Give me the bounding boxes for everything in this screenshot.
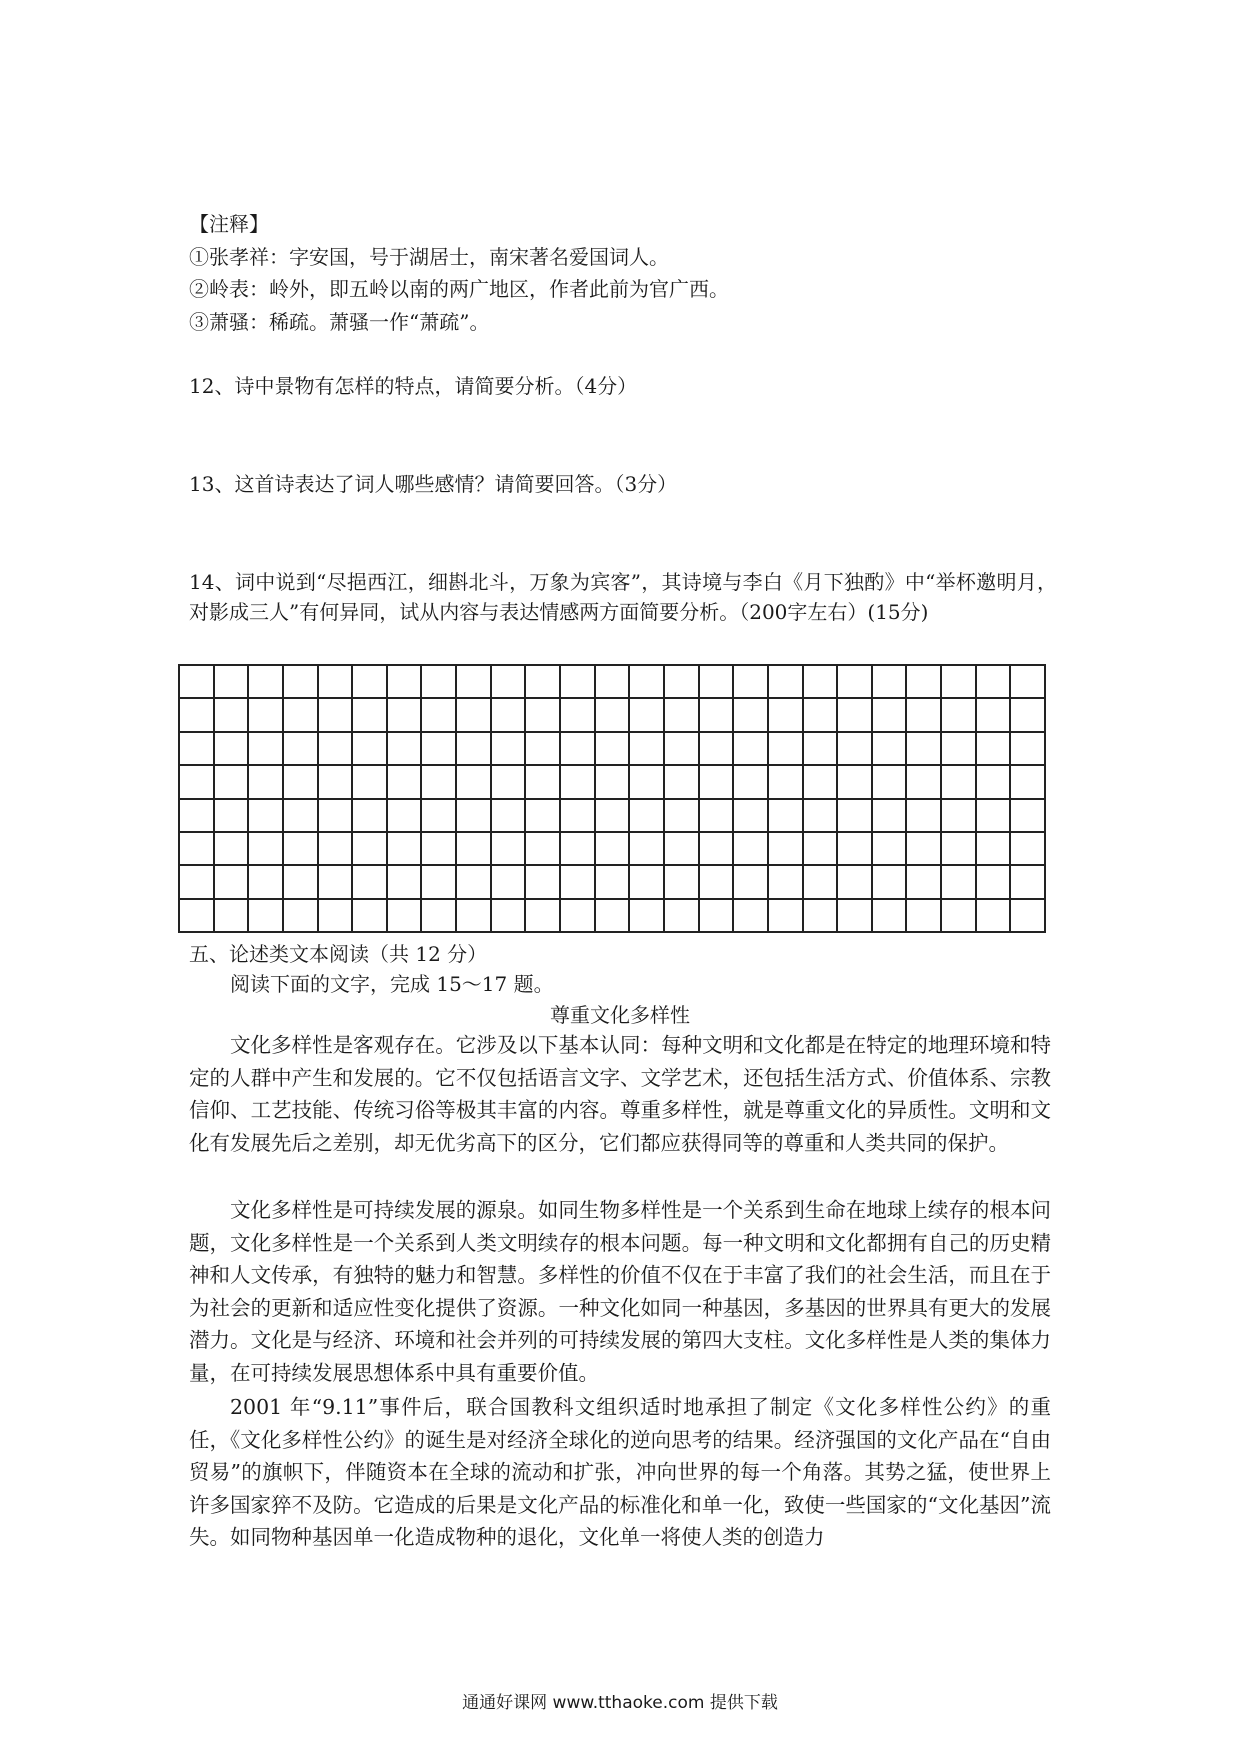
answer-grid-cell[interactable] [700,699,735,732]
section5-heading: 五、论述类文本阅读（共 12 分） [189,942,488,966]
answer-grid-cell[interactable] [596,733,631,766]
answer-grid-cell[interactable] [942,800,977,833]
answer-grid-cell[interactable] [215,800,250,833]
answer-grid-cell[interactable] [700,766,735,799]
answer-grid-cell[interactable] [561,833,596,866]
answer-grid-cell[interactable] [319,800,354,833]
answer-grid-cell[interactable] [526,666,561,699]
notes-heading: 【注释】 [189,212,269,236]
answer-grid-cell[interactable] [1011,766,1046,799]
answer-grid-cell[interactable] [457,866,492,899]
answer-grid-cell[interactable] [873,766,908,799]
answer-grid-cell[interactable] [873,900,908,933]
answer-grid-cell[interactable] [561,800,596,833]
answer-grid-cell[interactable] [353,733,388,766]
answer-grid-cell[interactable] [700,866,735,899]
answer-grid-cell[interactable] [422,866,457,899]
answer-grid-cell[interactable] [734,733,769,766]
answer-grid-cell[interactable] [907,699,942,732]
answer-grid-cell[interactable] [422,699,457,732]
answer-grid-cell[interactable] [769,733,804,766]
answer-grid-cell[interactable] [769,800,804,833]
answer-grid-cell[interactable] [907,833,942,866]
answer-grid-cell[interactable] [700,800,735,833]
answer-grid-cell[interactable] [700,733,735,766]
answer-grid-cell[interactable] [561,900,596,933]
answer-grid-cell[interactable] [942,699,977,732]
answer-grid-cell[interactable] [561,733,596,766]
answer-grid-cell[interactable] [804,800,839,833]
answer-grid-cell[interactable] [838,900,873,933]
answer-grid-cell[interactable] [388,666,423,699]
answer-grid-cell[interactable] [665,699,700,732]
note-item-1: ①张孝祥：字安国，号于湖居士，南宋著名爱国词人。 [189,245,669,269]
answer-grid-cell[interactable] [804,766,839,799]
answer-grid-cell[interactable] [249,800,284,833]
question-13: 13、这首诗表达了词人哪些感情？请简要回答。（3分） [189,472,678,496]
footer-source: 通通好课网 www.tthaoke.com 提供下载 [462,1693,778,1713]
answer-grid-cell[interactable] [769,666,804,699]
answer-grid-cell[interactable] [596,666,631,699]
answer-grid-cell[interactable] [769,699,804,732]
note-item-3: ③萧骚：稀疏。萧骚一作“萧疏”。 [189,310,490,334]
answer-grid-cell[interactable] [388,900,423,933]
answer-grid-cell[interactable] [596,699,631,732]
answer-grid-cell[interactable] [665,833,700,866]
article-paragraph-1: 文化多样性是客观存在。它涉及以下基本认同：每种文明和文化都是在特定的地理环境和特定的人群中产生和发展的。它不仅包括语言文字、文学艺术，还包括生活方式、价值体系、宗教信仰、工艺技能、传统习俗等极其丰富的内容。尊重多样性，就是尊重文化的异质性。文明和文化有发展先后之差别，却无优劣高下的区分，它们都应获得同等的尊重和人类共同的保护。 [189,1033,1051,1155]
answer-grid-cell[interactable] [180,800,215,833]
answer-grid-cell[interactable] [526,866,561,899]
answer-grid-cell[interactable] [319,766,354,799]
answer-grid-cell[interactable] [734,833,769,866]
answer-grid-cell[interactable] [630,800,665,833]
answer-grid-cell[interactable] [734,900,769,933]
answer-grid-cell[interactable] [388,766,423,799]
answer-grid-cell[interactable] [630,666,665,699]
answer-grid-cell[interactable] [1011,733,1046,766]
answer-grid-cell[interactable] [422,733,457,766]
answer-grid-cell[interactable] [457,766,492,799]
answer-grid-cell[interactable] [977,900,1012,933]
answer-grid-cell[interactable] [734,800,769,833]
answer-grid-cell[interactable] [526,800,561,833]
answer-grid-cell[interactable] [596,900,631,933]
answer-grid-cell[interactable] [596,800,631,833]
article-title: 尊重文化多样性 [550,1003,690,1027]
answer-grid-cell[interactable] [249,699,284,732]
answer-grid-cell[interactable] [665,766,700,799]
answer-grid-cell[interactable] [492,666,527,699]
answer-grid-cell[interactable] [561,766,596,799]
answer-grid-cell[interactable] [284,733,319,766]
answer-grid-cell[interactable] [319,900,354,933]
answer-grid-cell[interactable] [630,766,665,799]
answer-grid-cell[interactable] [942,900,977,933]
answer-grid-cell[interactable] [1011,800,1046,833]
answer-grid-cell[interactable] [838,866,873,899]
answer-grid-cell[interactable] [804,900,839,933]
answer-grid-cell[interactable] [804,733,839,766]
answer-grid-cell[interactable] [457,800,492,833]
answer-grid-cell[interactable] [977,666,1012,699]
answer-grid-cell[interactable] [526,733,561,766]
answer-grid-cell[interactable] [284,866,319,899]
answer-grid-cell[interactable] [734,666,769,699]
answer-grid-cell[interactable] [838,666,873,699]
answer-grid-cell[interactable] [630,833,665,866]
answer-grid-cell[interactable] [492,900,527,933]
answer-grid-cell[interactable] [977,766,1012,799]
answer-grid-cell[interactable] [319,666,354,699]
answer-grid-cell[interactable] [422,800,457,833]
answer-grid-cell[interactable] [388,699,423,732]
answer-grid-cell[interactable] [180,666,215,699]
answer-grid-cell[interactable] [1011,866,1046,899]
answer-grid-cell[interactable] [492,800,527,833]
answer-grid-cell[interactable] [492,833,527,866]
answer-grid-cell[interactable] [630,733,665,766]
answer-grid-cell[interactable] [353,699,388,732]
answer-grid-cell[interactable] [284,699,319,732]
answer-grid-cell[interactable] [1011,833,1046,866]
answer-grid-cell[interactable] [180,833,215,866]
answer-grid-cell[interactable] [526,900,561,933]
answer-grid-cell[interactable] [596,866,631,899]
answer-grid-cell[interactable] [804,866,839,899]
answer-grid-cell[interactable] [942,766,977,799]
answer-grid-cell[interactable] [492,866,527,899]
answer-grid-cell[interactable] [284,800,319,833]
answer-grid-cell[interactable] [492,699,527,732]
answer-grid-cell[interactable] [942,733,977,766]
answer-grid-cell[interactable] [769,833,804,866]
answer-grid-cell[interactable] [319,733,354,766]
answer-grid-cell[interactable] [873,800,908,833]
answer-grid-cell[interactable] [873,866,908,899]
answer-grid-cell[interactable] [422,666,457,699]
answer-grid-cell[interactable] [665,800,700,833]
answer-grid[interactable] [178,664,1046,933]
answer-grid-cell[interactable] [873,666,908,699]
answer-grid-cell[interactable] [838,766,873,799]
answer-grid-cell[interactable] [977,800,1012,833]
answer-grid-cell[interactable] [873,733,908,766]
answer-grid-cell[interactable] [977,866,1012,899]
answer-grid-cell[interactable] [838,699,873,732]
answer-grid-cell[interactable] [249,866,284,899]
answer-grid-cell[interactable] [353,766,388,799]
answer-grid-cell[interactable] [596,833,631,866]
article-paragraph-2: 文化多样性是可持续发展的源泉。如同生物多样性是一个关系到生命在地球上续存的根本问题，文化多样性是一个关系到人类文明续存的根本问题。每一种文明和文化都拥有自己的历史精神和人文传承，有独特的魅力和智慧。多样性的价值不仅在于丰富了我们的社会生活，而且在于为社会的更新和适应性变化提供了资源。一种文化如同一种基因，多基因的世界具有更大的发展潜力。文化是与经济、环境和社会并列的可持续发展的第四大支柱。文化多样性是人类的集体力量，在可持续发展思想体系中具有重要价值。 [189,1198,1051,1385]
answer-grid-cell[interactable] [907,733,942,766]
question-14: 14、词中说到“尽挹西江，细斟北斗，万象为宾客”，其诗境与李白《月下独酌》中“举杯邀明月，对影成三人”有何异同，试从内容与表达情感两方面简要分析。（200字左右）(15分) [189,570,1057,624]
answer-grid-cell[interactable] [804,833,839,866]
article-paragraph-3: 2001 年“9.11”事件后，联合国教科文组织适时地承担了制定《文化多样性公约》的重任，《文化多样性公约》的诞生是对经济全球化的逆向思考的结果。经济强国的文化产品在“自由贸易”的旗帜下，伴随资本在全球的流动和扩张，冲向世界的每一个角落。其势之猛，使世界上许多国家猝不及防。它造成的后果是文化产品的标准化和单一化，致使一些国家的“文化基因”流失。如同物种基因单一化造成物种的退化，文化单一将使人类的创造力 [189,1395,1051,1550]
answer-grid-cell[interactable] [873,699,908,732]
answer-grid-cell[interactable] [700,900,735,933]
answer-grid-cell[interactable] [526,833,561,866]
answer-grid-cell[interactable] [734,699,769,732]
answer-grid-cell[interactable] [526,699,561,732]
answer-grid-cell[interactable] [180,900,215,933]
answer-grid-cell[interactable] [388,833,423,866]
answer-grid-cell[interactable] [734,866,769,899]
answer-grid-cell[interactable] [700,666,735,699]
answer-grid-cell[interactable] [526,766,561,799]
answer-grid-cell[interactable] [284,666,319,699]
answer-grid-cell[interactable] [665,666,700,699]
answer-grid-cell[interactable] [561,866,596,899]
answer-grid-cell[interactable] [1011,666,1046,699]
answer-grid-cell[interactable] [492,766,527,799]
answer-grid-cell[interactable] [249,900,284,933]
answer-grid-cell[interactable] [284,833,319,866]
answer-grid-cell[interactable] [665,733,700,766]
answer-grid-cell[interactable] [457,833,492,866]
answer-grid-cell[interactable] [180,733,215,766]
answer-grid-cell[interactable] [596,766,631,799]
answer-grid-cell[interactable] [907,900,942,933]
answer-grid-cell[interactable] [422,833,457,866]
answer-grid-cell[interactable] [215,699,250,732]
answer-grid-cell[interactable] [215,733,250,766]
answer-grid-cell[interactable] [769,766,804,799]
note-item-2: ②岭表：岭外，即五岭以南的两广地区，作者此前为官广西。 [189,277,729,301]
answer-grid-cell[interactable] [422,766,457,799]
answer-grid-cell[interactable] [665,900,700,933]
answer-grid-cell[interactable] [769,900,804,933]
answer-grid-cell[interactable] [700,833,735,866]
answer-grid-cell[interactable] [180,766,215,799]
answer-grid-cell[interactable] [215,900,250,933]
answer-grid-cell[interactable] [838,800,873,833]
answer-grid-cell[interactable] [492,733,527,766]
answer-grid-cell[interactable] [630,900,665,933]
answer-grid-cell[interactable] [630,699,665,732]
answer-grid-cell[interactable] [561,666,596,699]
answer-grid-cell[interactable] [977,833,1012,866]
answer-grid-cell[interactable] [838,733,873,766]
answer-grid-cell[interactable] [319,866,354,899]
answer-grid-cell[interactable] [769,866,804,899]
answer-grid-cell[interactable] [838,833,873,866]
answer-grid-cell[interactable] [284,900,319,933]
answer-grid-cell[interactable] [977,699,1012,732]
answer-grid-cell[interactable] [873,833,908,866]
answer-grid-cell[interactable] [457,699,492,732]
answer-grid-cell[interactable] [907,766,942,799]
answer-grid-cell[interactable] [630,866,665,899]
answer-grid-cell[interactable] [804,666,839,699]
answer-grid-cell[interactable] [942,833,977,866]
answer-grid-cell[interactable] [1011,699,1046,732]
answer-grid-cell[interactable] [353,800,388,833]
answer-grid-cell[interactable] [284,766,319,799]
answer-grid-cell[interactable] [215,666,250,699]
answer-grid-cell[interactable] [249,833,284,866]
answer-grid-cell[interactable] [561,699,596,732]
answer-grid-cell[interactable] [249,733,284,766]
section5-instruction: 阅读下面的文字，完成 15～17 题。 [230,972,554,996]
answer-grid-cell[interactable] [907,666,942,699]
answer-grid-cell[interactable] [907,800,942,833]
answer-grid-cell[interactable] [457,666,492,699]
answer-grid-cell[interactable] [388,866,423,899]
answer-grid-cell[interactable] [907,866,942,899]
answer-grid-cell[interactable] [388,733,423,766]
answer-grid-cell[interactable] [180,866,215,899]
answer-grid-cell[interactable] [180,699,215,732]
answer-grid-cell[interactable] [804,699,839,732]
answer-grid-cell[interactable] [388,800,423,833]
answer-grid-cell[interactable] [457,733,492,766]
answer-grid-cell[interactable] [1011,900,1046,933]
answer-grid-cell[interactable] [249,766,284,799]
answer-grid-cell[interactable] [215,833,250,866]
answer-grid-cell[interactable] [457,900,492,933]
answer-grid-cell[interactable] [353,666,388,699]
answer-grid-cell[interactable] [353,833,388,866]
answer-grid-cell[interactable] [215,766,250,799]
answer-grid-cell[interactable] [353,866,388,899]
answer-grid-cell[interactable] [319,699,354,732]
answer-grid-cell[interactable] [942,866,977,899]
answer-grid-cell[interactable] [422,900,457,933]
answer-grid-cell[interactable] [942,666,977,699]
answer-grid-cell[interactable] [665,866,700,899]
answer-grid-cell[interactable] [353,900,388,933]
answer-grid-cell[interactable] [249,666,284,699]
answer-grid-cell[interactable] [319,833,354,866]
answer-grid-cell[interactable] [215,866,250,899]
answer-grid-cell[interactable] [977,733,1012,766]
answer-grid-cell[interactable] [734,766,769,799]
question-12: 12、诗中景物有怎样的特点，请简要分析。（4分） [189,374,638,398]
